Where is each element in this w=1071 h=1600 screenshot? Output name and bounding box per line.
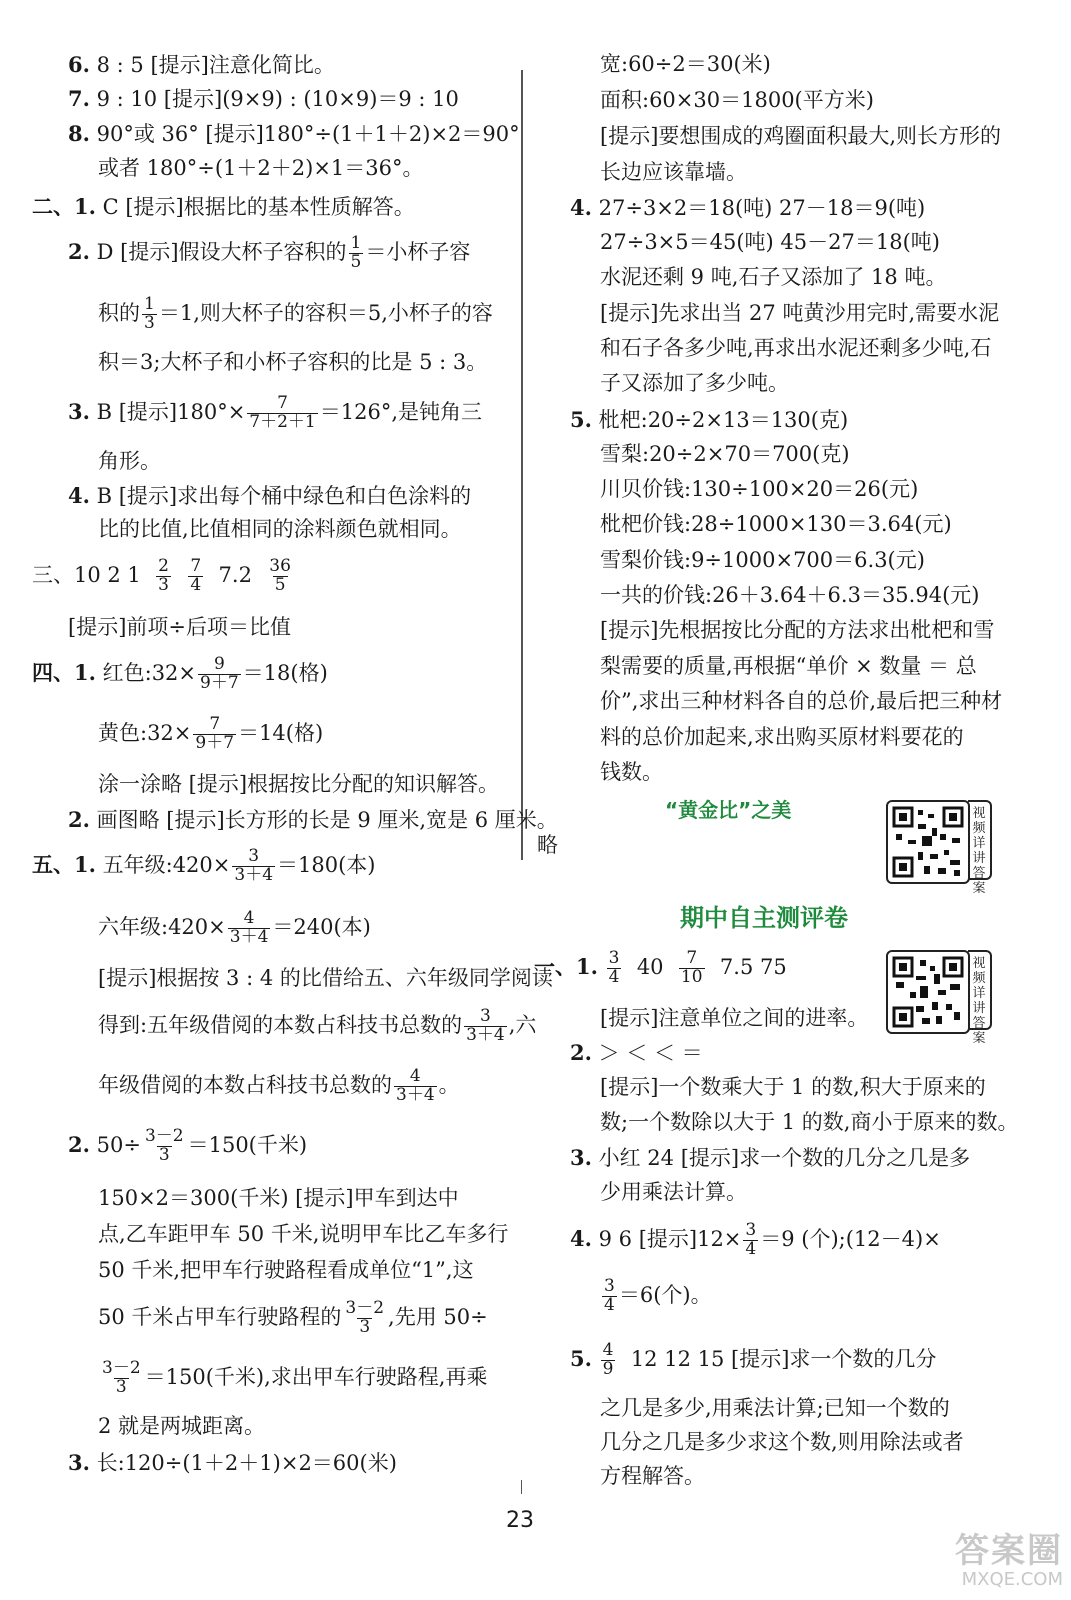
answer-line: 四、1. 红色:32× $\frac{9}{9+7}$ ＝18(格) xyxy=(32,654,328,693)
answer-line: 3. B [提示]180°× $\frac{7}{7+2+1}$ ＝126°,是钝角三 xyxy=(68,393,483,432)
answer-line: 4. B [提示]求出每个桶中绿色和白色涂料的 xyxy=(68,483,472,508)
answer-line: 2. D [提示]假设大杯子容积的 $\frac{1}{5}$ ＝小杯子容 xyxy=(68,233,471,272)
fraction: $\frac{7}{7+2+1}$ xyxy=(249,393,316,432)
answer-line: $\frac{3-2}{3}$ ＝150(千米),求出甲车行驶路程,再乘 xyxy=(102,1358,488,1397)
answer-line: 一、1. $\frac{3}{4}$ 40 $\frac{7}{10}$ 7.5 75 xyxy=(534,948,787,987)
answer-line: 雪梨:20÷2×70＝700(克) xyxy=(600,442,850,466)
answer-line: 方程解答。 xyxy=(600,1464,705,1488)
answer-line: 三、10 2 1 $\frac{2}{3}$ $\frac{7}{4}$ 7.2 $\frac{36}{5}$ xyxy=(32,556,291,595)
fraction: $\frac{3}{4}$ xyxy=(608,948,620,987)
answer-line: 二、1. C [提示]根据比的基本性质解答。 xyxy=(32,194,415,219)
answer-line: 50 千米,把甲车行驶路程看成单位“1”,这 xyxy=(98,1258,474,1282)
answer-line: 8. 90°或 36° [提示]180°÷(1＋1＋2)×2＝90° xyxy=(68,121,520,146)
answer-line: 料的总价加起来,求出购买原材料要花的 xyxy=(600,725,964,749)
answer-line: 6. 8 : 5 [提示]注意化简比。 xyxy=(68,52,335,77)
answer-line: 年级借阅的本数占科技书总数的 $\frac{4}{3+4}$ 。 xyxy=(98,1066,460,1105)
answer-line: 27÷3×5＝45(吨) 45－27＝18(吨) xyxy=(600,230,940,254)
answer-line: [提示]根据按 3 : 4 的比借给五、六年级同学阅读 xyxy=(98,966,553,990)
answer-line: 50 千米占甲车行驶路程的 $\frac{3-2}{3}$ ,先用 50÷ xyxy=(98,1298,488,1337)
answer-line: 150×2＝300(千米) [提示]甲车到达中 xyxy=(98,1186,459,1210)
answer-line: 4. 9 6 [提示]12× $\frac{3}{4}$ ＝9 (个);(12－4)× xyxy=(570,1220,941,1259)
watermark-top: 答案圈 xyxy=(955,1530,1063,1571)
fraction: $\frac{3}{3+4}$ xyxy=(234,846,274,885)
answer-line: 积的 $\frac{1}{3}$ ＝1,则大杯子的容积＝5,小杯子的容 xyxy=(98,294,493,333)
column-divider xyxy=(521,70,523,860)
answer-line: 子又添加了多少吨。 xyxy=(600,371,789,395)
answer-line: 黄色:32× $\frac{7}{9+7}$ ＝14(格) xyxy=(98,714,324,753)
section-title-midterm: 期中自主测评卷 xyxy=(680,904,848,932)
answer-line: 2. ＞ ＜ ＜ ＝ xyxy=(570,1040,703,1065)
fraction: $\frac{36}{5}$ xyxy=(269,556,291,595)
fraction: $\frac{1}{5}$ xyxy=(350,233,362,272)
answer-line: 或者 180°÷(1＋2＋2)×1＝36°。 xyxy=(98,156,424,180)
answer-line: 涂一涂略 [提示]根据按比分配的知识解答。 xyxy=(98,772,500,796)
fraction: $\frac{3}{3+4}$ xyxy=(466,1006,505,1045)
fraction: $\frac{7}{10}$ xyxy=(680,948,703,987)
answer-line: 钱数。 xyxy=(600,760,663,784)
omitted-answer: 略 xyxy=(537,833,558,857)
section-title-golden-ratio: “黄金比”之美 xyxy=(665,798,792,822)
answer-line: 5. $\frac{4}{9}$ 12 12 15 [提示]求一个数的几分 xyxy=(570,1340,937,1379)
answer-line: 2. 画图略 [提示]长方形的长是 9 厘米,宽是 6 厘米。 xyxy=(68,807,558,832)
answer-line: 3. 小红 24 [提示]求一个数的几分之几是多 xyxy=(570,1145,971,1170)
column-divider-bottom xyxy=(521,1480,522,1494)
answer-line: 点,乙车距甲车 50 千米,说明甲车比乙车多行 xyxy=(98,1222,509,1246)
qr-code-icon[interactable] xyxy=(886,800,970,884)
answer-line: 4. 27÷3×2＝18(吨) 27－18＝9(吨) xyxy=(570,195,926,220)
answer-line: 水泥还剩 9 吨,石子又添加了 18 吨。 xyxy=(600,265,947,289)
fraction: $\frac{3-2}{3}$ xyxy=(102,1358,141,1397)
qr-pattern xyxy=(888,802,968,882)
answer-line: 雪梨价钱:9÷1000×700＝6.3(元) xyxy=(600,548,925,572)
qr-code-icon[interactable] xyxy=(886,950,970,1034)
fraction: $\frac{4}{3+4}$ xyxy=(396,1066,435,1105)
answer-line: 之几是多少,用乘法计算;已知一个数的 xyxy=(600,1396,950,1420)
answer-line: 价”,求出三种材料各自的总价,最后把三种材 xyxy=(600,689,1003,713)
answer-line: 五、1. 五年级:420× $\frac{3}{3+4}$ ＝180(本) xyxy=(32,846,376,885)
answer-line: 六年级:420× $\frac{4}{3+4}$ ＝240(本) xyxy=(98,908,371,947)
answer-line: 一共的价钱:26＋3.64＋6.3＝35.94(元) xyxy=(600,583,980,607)
fraction: $\frac{3}{4}$ xyxy=(745,1220,757,1259)
fraction: $\frac{4}{9}$ xyxy=(602,1340,614,1379)
qr-label: 视频详讲答案 xyxy=(968,800,992,880)
watermark-logo xyxy=(955,1530,1063,1591)
fraction: $\frac{3-2}{3}$ xyxy=(345,1298,385,1337)
answer-line: 长边应该靠墙。 xyxy=(600,160,747,184)
answer-line: 7. 9 : 10 [提示](9×9) : (10×9)＝9 : 10 xyxy=(68,86,459,111)
answer-line: $\frac{3}{4}$ ＝6(个)。 xyxy=(604,1276,712,1315)
answer-line: 比的比值,比值相同的涂料颜色就相同。 xyxy=(98,517,462,541)
fraction: $\frac{7}{4}$ xyxy=(190,556,202,595)
answer-line: 几分之几是多少求这个数,则用除法或者 xyxy=(600,1430,964,1454)
answer-line: 2. 50÷ $\frac{3-2}{3}$ ＝150(千米) xyxy=(68,1126,308,1165)
fraction: $\frac{2}{3}$ xyxy=(158,556,169,595)
answer-line: 得到:五年级借阅的本数占科技书总数的 $\frac{3}{3+4}$ ,六 xyxy=(98,1006,537,1045)
answer-line: 角形。 xyxy=(98,449,161,473)
answer-line: [提示]注意单位之间的进率。 xyxy=(600,1006,869,1030)
answer-line: 少用乘法计算。 xyxy=(600,1180,747,1204)
fraction: $\frac{7}{9+7}$ xyxy=(195,714,235,753)
answer-line: 3. 长:120÷(1＋2＋1)×2＝60(米) xyxy=(68,1450,397,1475)
qr-label: 视频详讲答案 xyxy=(968,950,992,1030)
fraction: $\frac{4}{3+4}$ xyxy=(229,908,269,947)
answer-line: 面积:60×30＝1800(平方米) xyxy=(600,88,874,112)
fraction: $\frac{9}{9+7}$ xyxy=(200,654,239,693)
fraction: $\frac{3}{4}$ xyxy=(604,1276,615,1315)
answer-line: 梨需要的质量,再根据“单价 × 数量 ＝ 总 xyxy=(600,654,977,678)
answer-line: [提示]先根据按比分配的方法求出枇杷和雪 xyxy=(600,618,995,642)
qr-pattern xyxy=(888,952,968,1032)
answer-line: [提示]先求出当 27 吨黄沙用完时,需要水泥 xyxy=(600,301,1000,325)
answer-line: 数;一个数除以大于 1 的数,商小于原来的数。 xyxy=(600,1110,1019,1134)
answer-line: 积＝3;大杯子和小杯子容积的比是 5 : 3。 xyxy=(98,350,488,374)
fraction: $\frac{1}{3}$ xyxy=(144,294,155,333)
watermark-bottom: MXQE.COM xyxy=(961,1569,1063,1591)
answer-line: 5. 枇杷:20÷2×13＝130(克) xyxy=(570,407,849,432)
answer-line: [提示]前项÷后项＝比值 xyxy=(68,615,291,639)
answer-line: 2 就是两城距离。 xyxy=(98,1414,266,1438)
answer-line: [提示]要想围成的鸡圈面积最大,则长方形的 xyxy=(600,124,1002,148)
page-number: 23 xyxy=(506,1508,534,1533)
fraction: $\frac{3-2}{3}$ xyxy=(144,1126,184,1165)
answer-line: 川贝价钱:130÷100×20＝26(元) xyxy=(600,477,919,501)
answer-line: 枇杷价钱:28÷1000×130＝3.64(元) xyxy=(600,512,952,536)
answer-line: 和石子各多少吨,再求出水泥还剩多少吨,石 xyxy=(600,336,992,360)
answer-line: [提示]一个数乘大于 1 的数,积大于原来的 xyxy=(600,1075,986,1099)
answer-line: 宽:60÷2＝30(米) xyxy=(600,52,771,76)
